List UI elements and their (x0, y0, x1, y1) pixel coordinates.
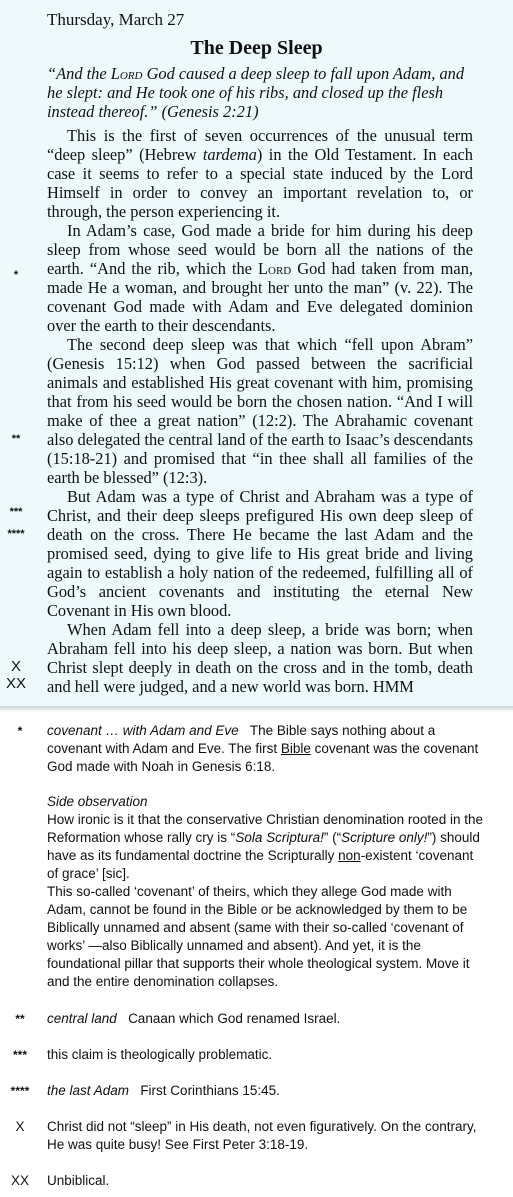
verse-lord: Lord (110, 64, 143, 83)
footnotes (0, 722, 513, 1190)
paragraph-text: ) in the Old Testament. In each case it seems to refer to a special state induced by the Lord Himself in order to convey an important revelation to, or through, the person experiencing it. (47, 145, 473, 221)
footnote-3 (0, 1046, 513, 1064)
paragraph-1 (47, 126, 473, 221)
page-title: The Deep Sleep (190, 37, 323, 59)
paragraph-3: The second deep sleep was that which “fell upon Abram” (Genesis 15:12) when God passed between the sacrificial animals and established His great covenant with him, promising that from his seed would be born the chosen nation. “And I will make of thee a great nation” (12:2). The Abrahamic covenant also delegated the central land of the earth to Isaac’s descendants (15:18-21) and promised that “in thee shall all families of the earth be blessed” (12:3). (47, 335, 473, 487)
footnote-1 (0, 722, 513, 776)
hebrew-term: tardema (202, 145, 257, 164)
side-observation-text: This so-called ‘covenant’ of theirs, which they allege God made with Adam, cannot be found in the Bible or be acknowledged by them to be Biblically unnamed and absent (same with their so-called ‘covenant of works’ —also Biblically unnamed and absent). And yet, it is the foundational pillar that supports their whole theological system. Move it and the entire denomination collapses. (47, 884, 470, 989)
devotional-body (47, 126, 473, 696)
note-text: First Corinthians 15:45. (140, 1083, 280, 1098)
note-term: central land (47, 1011, 117, 1026)
scripture-verse (47, 64, 473, 121)
note-underline: non (338, 848, 361, 863)
footnote-marker-5: X (10, 658, 21, 675)
side-observation (0, 793, 513, 991)
footnote-4 (0, 1082, 513, 1100)
lord-smallcaps: Lord (258, 259, 292, 278)
note-text: covenant was the covenant God made with Noah in Genesis 6:18. (47, 741, 479, 774)
paragraph-4: But Adam was a type of Christ and Abraham was a type of Christ, and their deep sleeps prefigured His own deep sleep of death on the cross. There He became the last Adam and the promised seed, dying to give life to His great bride and living again to establish a holy nation of the redeemed, fulfilling all of God’s ancient covenants and instituting the eternal New Covenant in His own blood. (47, 487, 473, 620)
note-marker: **** (10, 1084, 30, 1098)
note-text: this claim is theologically problematic. (47, 1047, 273, 1062)
note-text: -existent ‘covenant of grace’ [sic]. (47, 848, 474, 881)
note-text: ”) should have as its fundamental doctrine the Scripturally (47, 830, 480, 863)
footnote-2 (0, 1010, 513, 1028)
note-italic: Scripture only! (341, 830, 428, 845)
note-underline: Bible (280, 741, 311, 756)
footnote-marker-3: *** (9, 506, 23, 518)
footnote-marker-4: **** (7, 528, 25, 540)
note-text: Christ did not “sleep” in His death, not even figuratively. On the contrary, He was quite busy! See First Peter 3:18-19. (47, 1119, 477, 1152)
side-observation-text (47, 811, 487, 883)
note-italic: Sola Scriptura! (235, 830, 324, 845)
note-text: Unbiblical. (47, 1173, 110, 1188)
note-marker: ** (15, 1012, 25, 1026)
footnote-marker-6: XX (5, 675, 26, 692)
paragraph-text: This is the first of seven occurrences of the unusual term “deep sleep” (Hebrew (47, 126, 473, 164)
divider (0, 706, 513, 712)
note-text: ” (“ (323, 830, 342, 845)
note-term: the last Adam (47, 1083, 130, 1098)
paragraph-5: When Adam fell into a deep sleep, a bride was born; when Abraham fell into his deep sleep, a nation was born. But when Christ slept deeply in death on the cross and in the tomb, death and hell were judged, and a new world was born. HMM (47, 620, 473, 696)
note-text: How ironic is it that the conservative Christian denomination rooted in the Reformation whose rally cry is “ (47, 812, 483, 845)
footnote-5 (0, 1118, 513, 1154)
verse-text: God caused a deep sleep to fall upon Adam, and he slept: and He took one of his ribs, and closed up the flesh instead thereof.” (Genesis 2:21) (47, 64, 465, 121)
side-observation-heading: Side observation (47, 794, 148, 809)
paragraph-text: God had taken from man, made He a woman, and brought her unto the man” (v. 22). The covenant God made with Adam and Eve delegated dominion over the earth to their descendants. (47, 259, 473, 335)
date: Thursday, March 27 (47, 10, 185, 29)
note-marker: XX (10, 1173, 29, 1188)
note-text: Canaan which God renamed Israel. (128, 1011, 341, 1026)
note-marker: X (15, 1119, 25, 1134)
note-marker: *** (12, 1048, 27, 1062)
footnote-6 (0, 1172, 513, 1190)
verse-text: “And the (47, 64, 111, 83)
footnote-marker-1: * (13, 269, 19, 281)
note-term: covenant … with Adam and Eve (47, 723, 239, 738)
paragraph-2 (47, 221, 473, 335)
note-marker: * (17, 724, 23, 738)
footnote-marker-2: ** (11, 433, 21, 445)
paragraph-text: In Adam’s case, God made a bride for him during his deep sleep from whose seed would be born all the nations of the earth. “And the rib, which the (47, 221, 473, 278)
note-text: The Bible says nothing about a covenant with Adam and Eve. The first (47, 723, 436, 756)
